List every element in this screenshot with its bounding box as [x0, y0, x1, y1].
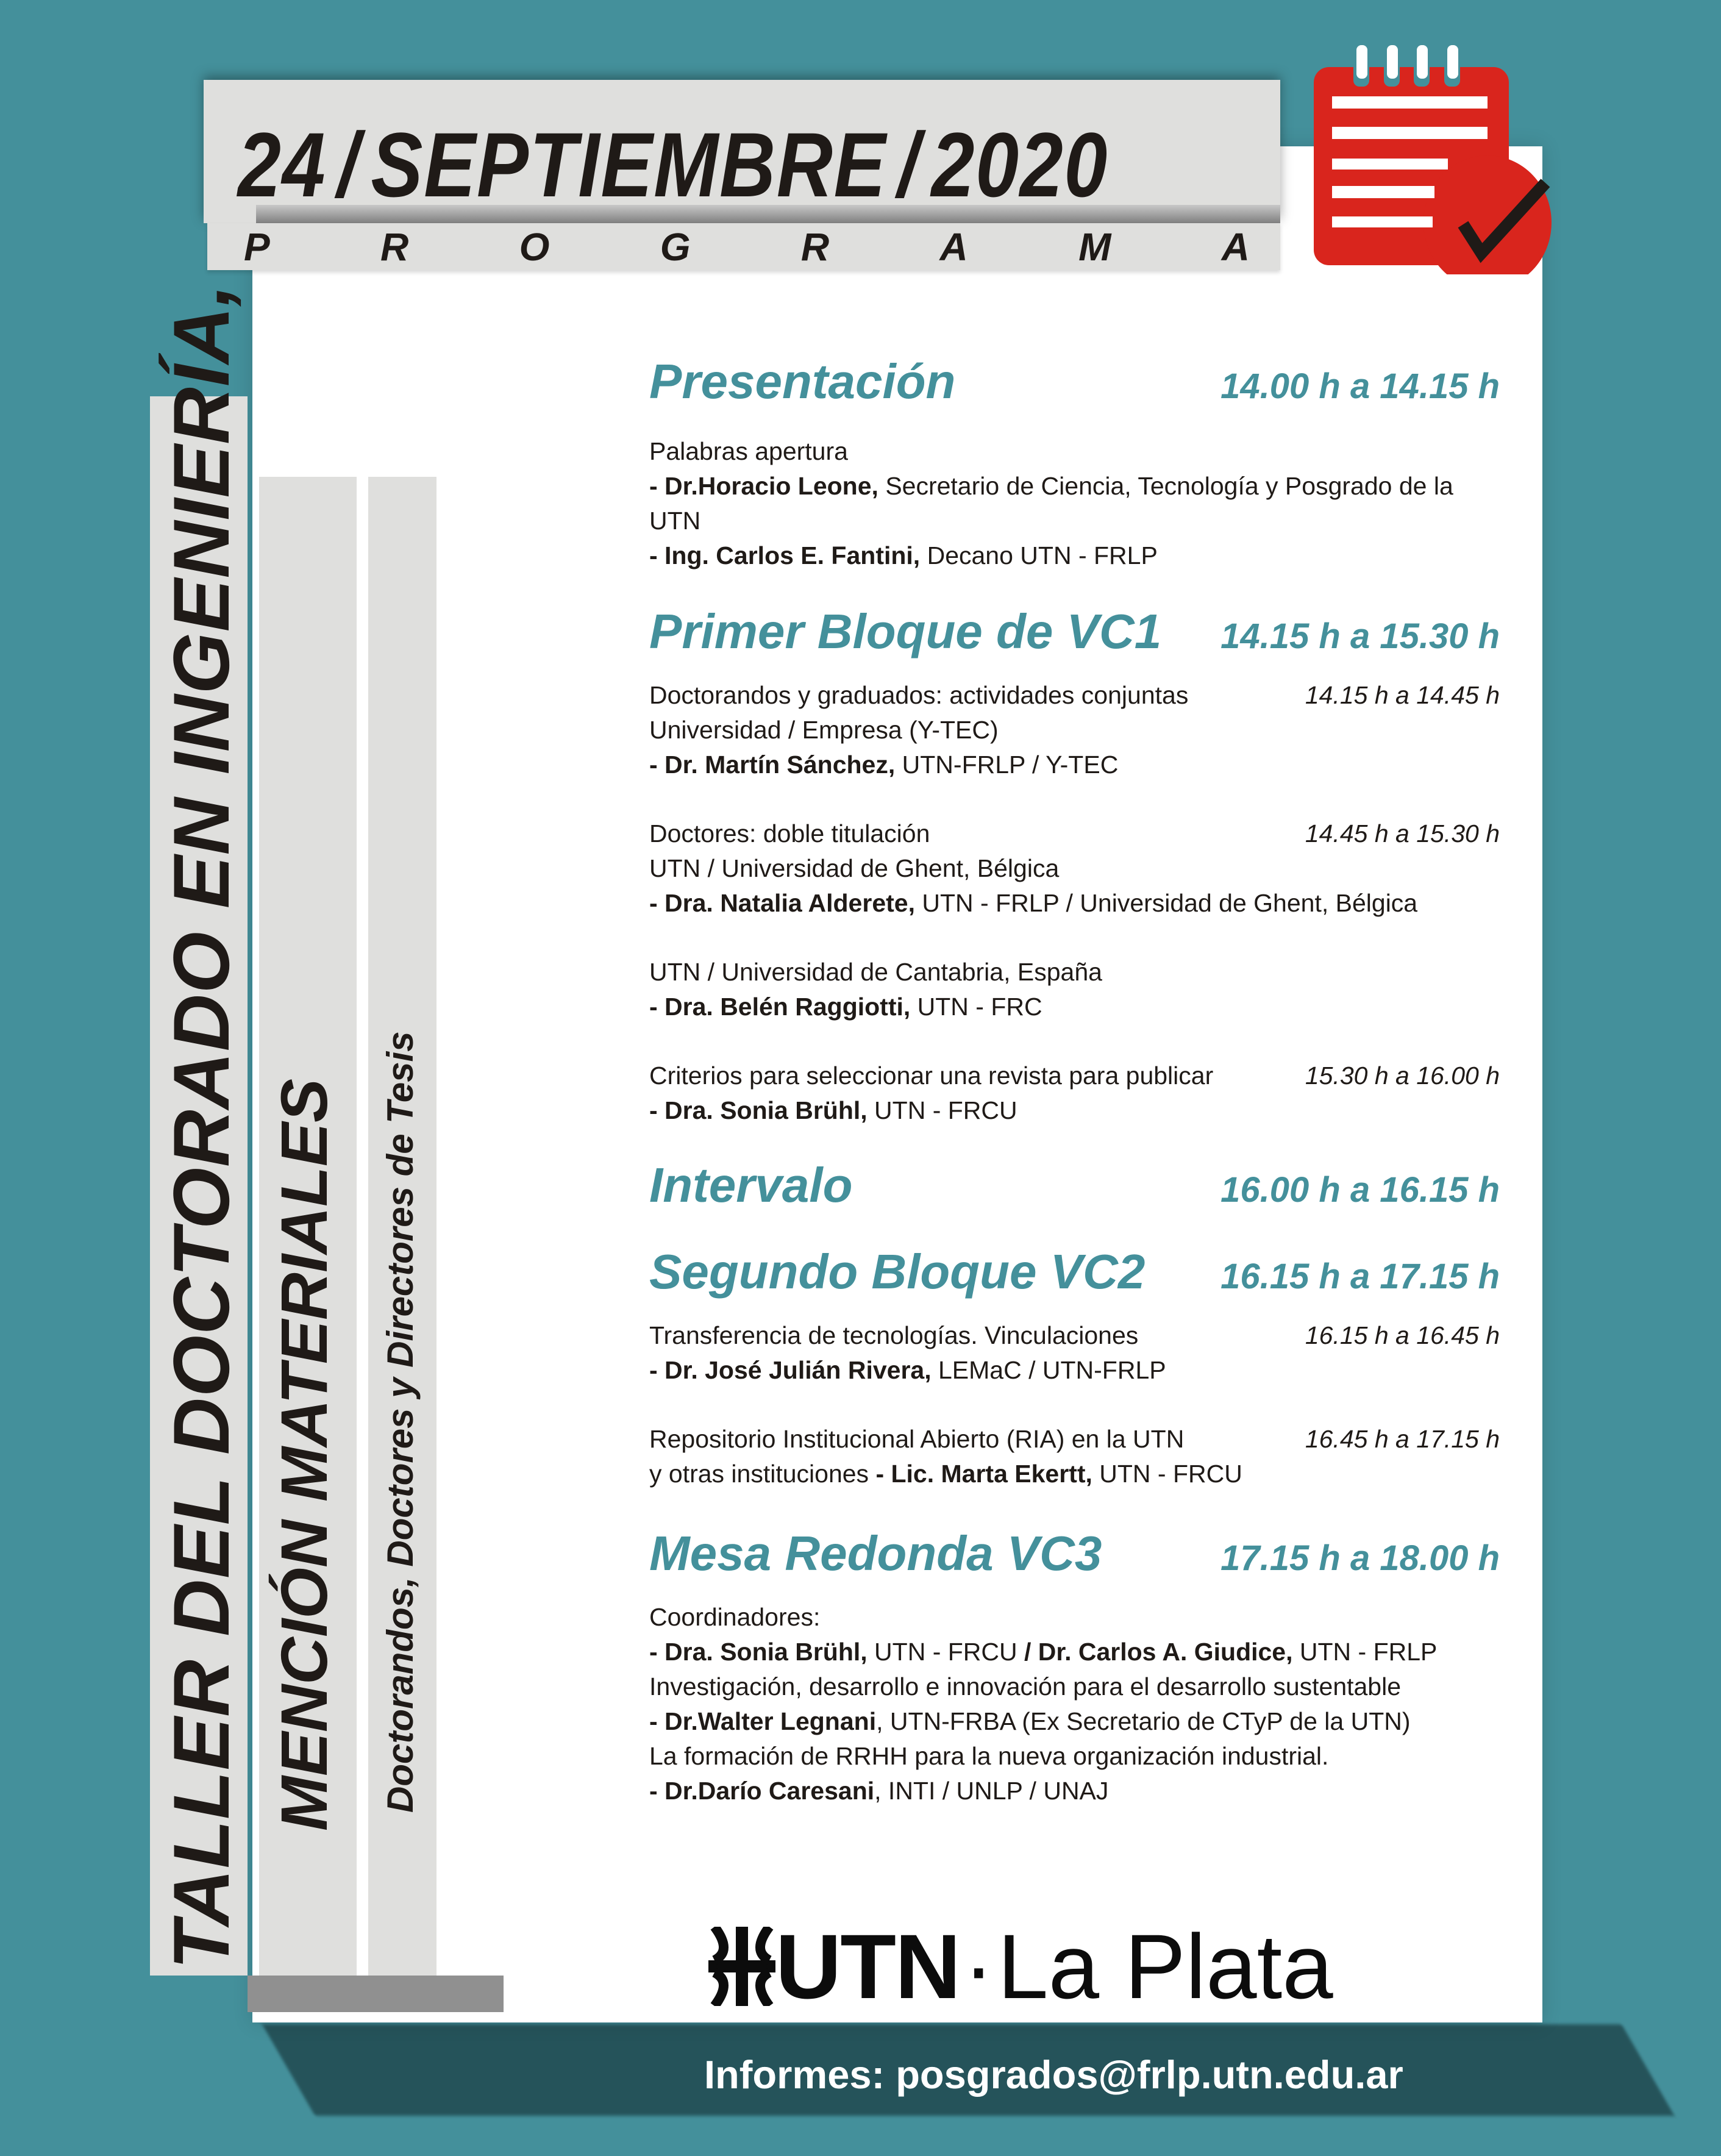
- date-sep: /: [337, 113, 360, 216]
- speaker-name: - Dra. Belén Raggiotti,: [649, 993, 911, 1021]
- speaker-affiliation: UTN - FRC: [910, 993, 1042, 1021]
- date-day: 24: [238, 113, 327, 216]
- speaker-name: - Lic. Marta Ekertt,: [875, 1460, 1092, 1488]
- speaker-affiliation: LEMaC / UTN-FRLP: [931, 1356, 1166, 1384]
- audience-text: Doctorandos, Doctores y Directores de Tesis: [380, 1031, 421, 1813]
- utn-la-plata-logo: [708, 1915, 1333, 2018]
- contact-email[interactable]: Informes: posgrados@frlp.utn.edu.ar: [704, 2052, 1403, 2097]
- section-title: Primer Bloque de VC1: [649, 604, 1162, 659]
- item-time: 15.30 h a 16.00 h: [1305, 1062, 1500, 1090]
- date-month: SEPTIEMBRE: [371, 113, 887, 216]
- item-time: 14.45 h a 15.30 h: [1305, 819, 1500, 848]
- section-time: 16.15 h a 17.15 h: [1220, 1257, 1500, 1296]
- speaker-role: Secretario de Ciencia, Tecnología y Posgrado de la UTN: [649, 472, 1453, 535]
- section-time: 14.15 h a 15.30 h: [1220, 616, 1500, 656]
- logo-brand: UTN: [775, 1915, 960, 2018]
- letter: R: [800, 225, 830, 269]
- item-time: 16.45 h a 17.15 h: [1305, 1425, 1500, 1453]
- logo-city: La Plata: [997, 1915, 1333, 2018]
- letter: M: [1078, 225, 1111, 269]
- speaker-name: - Dr. José Julián Rivera,: [649, 1356, 932, 1384]
- speaker-name: - Dr. Martín Sánchez,: [649, 751, 896, 779]
- topic-sub: y otras instituciones: [649, 1460, 876, 1488]
- section-intervalo: [649, 1157, 1500, 1213]
- letter: A: [939, 225, 968, 269]
- topic: La formación de RRHH para la nueva organización industrial.: [649, 1742, 1329, 1770]
- letter: A: [1221, 225, 1250, 269]
- coordinators-label: Coordinadores:: [649, 1603, 821, 1631]
- speaker-name: - Dra. Sonia Brühl,: [649, 1638, 868, 1666]
- speaker-name: - Dr.Walter Legnani: [649, 1707, 877, 1735]
- programa-label: [244, 227, 1250, 267]
- speaker-name: - Ing. Carlos E. Fantini,: [649, 541, 921, 569]
- speaker-affiliation: UTN - FRCU: [867, 1638, 1025, 1666]
- section-time: 17.15 h a 18.00 h: [1220, 1538, 1500, 1578]
- item-time: 16.15 h a 16.45 h: [1305, 1321, 1500, 1349]
- event-date: [238, 107, 1108, 223]
- topic: Repositorio Institucional Abierto (RIA) en la UTN: [649, 1425, 1185, 1453]
- speaker-affiliation: UTN-FRLP / Y-TEC: [895, 751, 1119, 779]
- section-bloque1: [649, 604, 1500, 660]
- topic-sub: Universidad / Empresa (Y-TEC): [649, 716, 999, 744]
- letter: G: [660, 225, 691, 269]
- section-title: Presentación: [649, 354, 956, 409]
- topic-sub: UTN / Universidad de Ghent, Bélgica: [649, 854, 1060, 882]
- section-title: Segundo Bloque VC2: [649, 1244, 1146, 1299]
- speaker-affiliation: UTN - FRCU: [867, 1096, 1017, 1124]
- topic: Transferencia de tecnologías. Vinculaciones: [649, 1321, 1139, 1349]
- section-time: 16.00 h a 16.15 h: [1220, 1170, 1500, 1210]
- section-bloque2: [649, 1244, 1500, 1300]
- banner-base-shadow: [248, 1976, 504, 2012]
- section-presentacion: [649, 354, 1500, 410]
- section-time: 14.00 h a 14.15 h: [1220, 366, 1500, 406]
- speaker-affiliation: , INTI / UNLP / UNAJ: [874, 1777, 1109, 1805]
- section-title: Intervalo: [649, 1158, 853, 1212]
- letter: O: [519, 225, 550, 269]
- topic-sub: UTN / Universidad de Cantabria, España: [649, 958, 1102, 986]
- speaker-role: Decano UTN - FRLP: [920, 541, 1158, 569]
- workshop-title: TALLER DEL DOCTORADO EN INGENIERÍA,: [157, 283, 246, 1969]
- speaker-name: - Dr.Horacio Leone,: [649, 472, 878, 500]
- speaker-name: / Dr. Carlos A. Giudice,: [1024, 1638, 1293, 1666]
- letter: P: [244, 225, 270, 269]
- calendar-check-icon: [1295, 30, 1552, 274]
- utn-emblem-icon: [708, 1927, 775, 2006]
- topic: Investigación, desarrollo e innovación para el desarrollo sustentable: [649, 1672, 1402, 1701]
- speaker-name: - Dra. Natalia Alderete,: [649, 889, 915, 917]
- date-year: 2020: [931, 113, 1108, 216]
- speaker-affiliation: , UTN-FRBA (Ex Secretario de CTyP de la UTN): [876, 1707, 1411, 1735]
- speaker-name: - Dr.Darío Caresani: [649, 1777, 875, 1805]
- mention-title: MENCIÓN MATERIALES: [267, 1079, 341, 1831]
- date-sep: /: [897, 113, 921, 216]
- logo-separator: ·: [963, 1915, 994, 2018]
- section-title: Mesa Redonda VC3: [649, 1526, 1102, 1580]
- speaker-affiliation: UTN - FRLP / Universidad de Ghent, Bélgica: [914, 889, 1418, 917]
- topic: Criterios para seleccionar una revista para publicar: [649, 1062, 1214, 1090]
- speaker-affiliation: UTN - FRLP: [1292, 1638, 1438, 1666]
- speaker-affiliation: UTN - FRCU: [1092, 1460, 1242, 1488]
- section-mesa: [649, 1526, 1500, 1582]
- program-content: [649, 354, 1500, 1808]
- item-time: 14.15 h a 14.45 h: [1305, 681, 1500, 709]
- topic: Doctores: doble titulación: [649, 819, 930, 848]
- text-line: Palabras apertura: [649, 437, 848, 465]
- topic: Doctorandos y graduados: actividades conjuntas: [649, 681, 1189, 709]
- speaker-name: - Dra. Sonia Brühl,: [649, 1096, 868, 1124]
- letter: R: [380, 225, 409, 269]
